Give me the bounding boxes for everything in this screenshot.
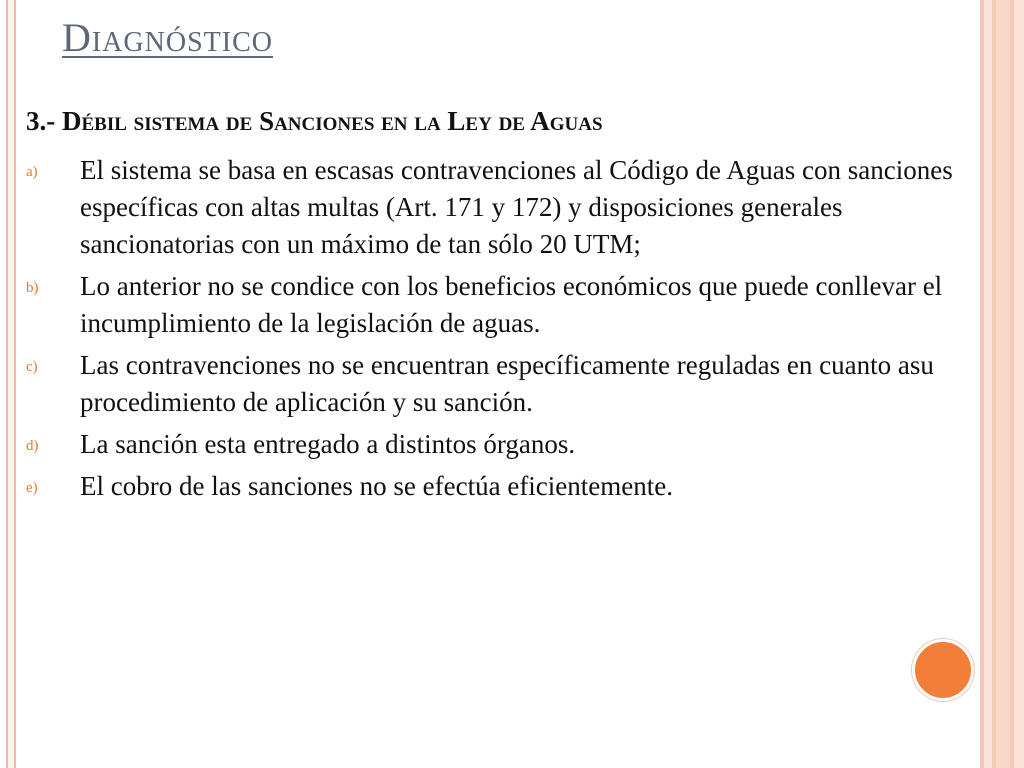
bullet-list: [26, 152, 976, 510]
list-item-text: El cobro de las sanciones no se efectúa eficientemente.: [80, 471, 673, 501]
list-item-b: [26, 268, 976, 342]
list-item-a: [26, 152, 976, 263]
right-stripe-decoration: [1014, 0, 1024, 768]
list-item-c: [26, 347, 976, 421]
list-marker: d): [26, 438, 39, 454]
list-item-text: El sistema se basa en escasas contravenciones al Código de Aguas con sanciones específicas con altas multas (Art. 171 y 172) y disposiciones generales sancionatorias con un máximo de tan sólo 20 UTM;: [80, 155, 953, 259]
list-item-text: La sanción esta entregado a distintos órganos.: [80, 429, 576, 459]
list-item-text: Lo anterior no se condice con los beneficios económicos que puede conllevar el incumplimiento de la legislación de aguas.: [80, 271, 943, 338]
orange-circle-decoration: [912, 639, 974, 701]
list-marker: a): [26, 164, 38, 180]
list-item-e: [26, 468, 976, 505]
right-stripe-decoration: [996, 0, 1010, 768]
left-border-decoration: [6, 0, 16, 768]
right-stripe-decoration: [984, 0, 992, 768]
slide-subtitle: 3.- Débil sistema de Sanciones en la Ley de Aguas: [26, 106, 603, 136]
slide-title: Diagnóstico: [62, 15, 273, 60]
list-marker: e): [26, 480, 38, 496]
list-item-d: [26, 426, 976, 463]
list-marker: b): [26, 280, 39, 296]
list-marker: c): [26, 359, 38, 375]
list-item-text: Las contravenciones no se encuentran específicamente reguladas en cuanto asu procedimiento de aplicación y su sanción.: [80, 350, 934, 417]
